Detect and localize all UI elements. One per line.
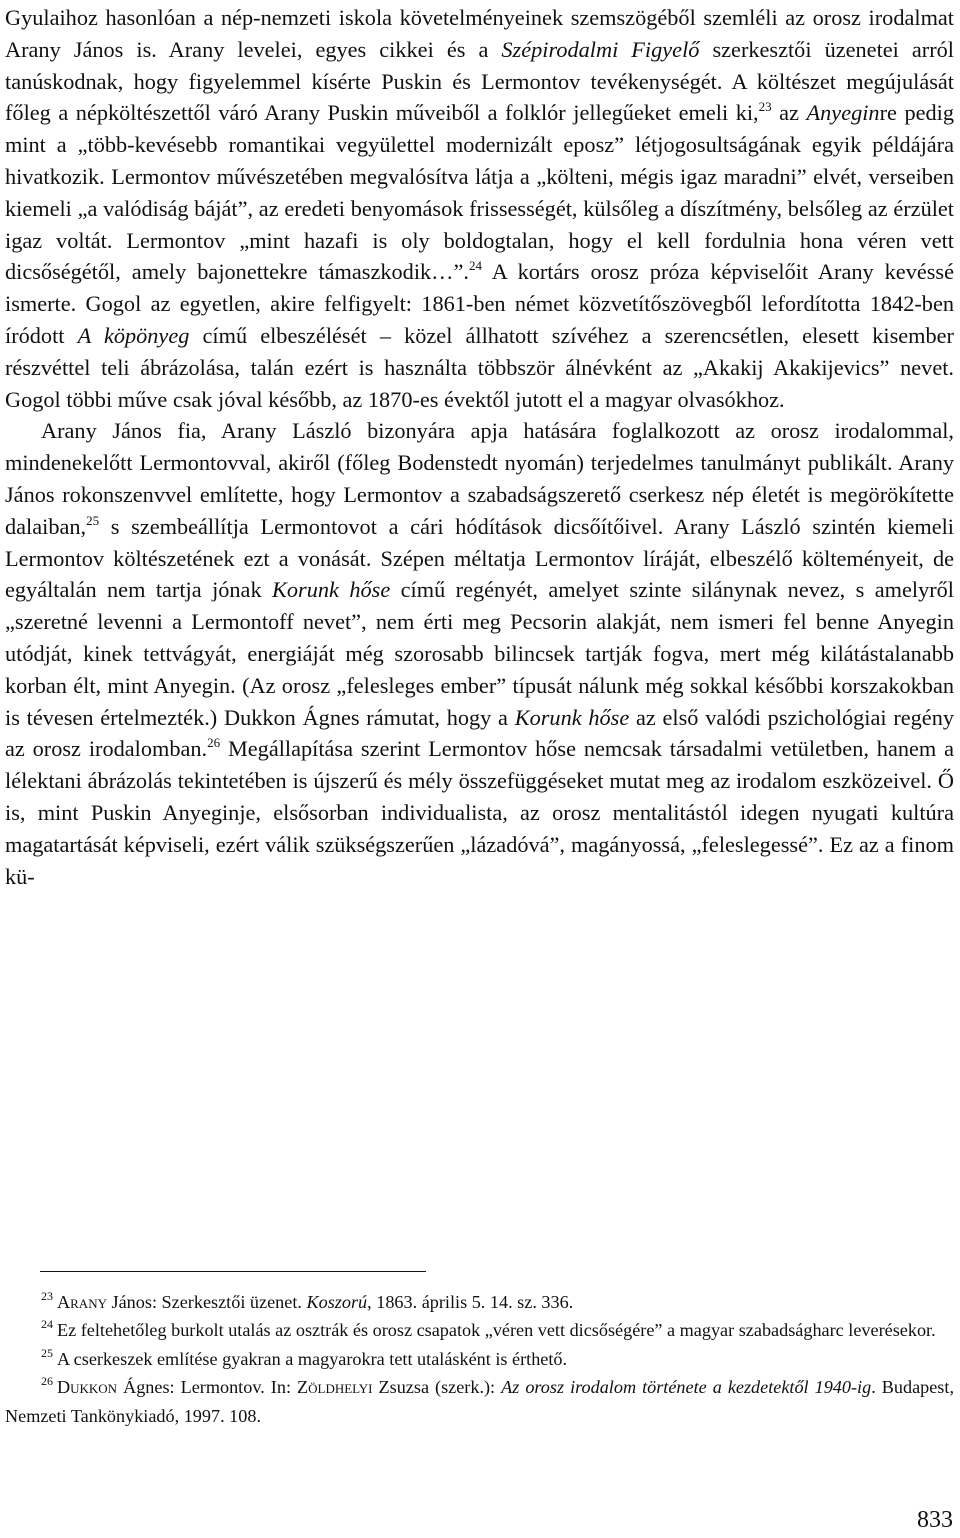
text-run: re pedig mint a „több-kevésebb romantikai vegyülettel modernizált eposz” létjogosultságának egyik példájára hivatkozik. Lermontov művészetében megvalósítva látja a „költeni, mégis igaz maradni” elvét, verseiben kiemeli „a valódiság báját”, az eredeti benyomások frissességét, külsőleg a díszítmény, belsőleg az érzület igaz voltát. Lermontov „mint hazafi is oly boldogtalan, hogy el kell fordulnia hona véren vett dicsőségétől, amely bajonettekre támaszkodik…”. bbox=[5, 100, 955, 285]
text-run: az első valódi pszichológiai regény az orosz irodalomban. bbox=[5, 704, 954, 762]
text-run: Gyulaihoz hasonlóan a nép-nemzeti iskola követelményeinek szemszögéből szemléli az orosz irodalmat Arany János is. Arany levelei, egyes cikkei és a bbox=[5, 5, 954, 62]
footnote-number: 24 bbox=[41, 1317, 53, 1332]
body-text bbox=[5, 2, 954, 892]
text-run: az bbox=[771, 100, 807, 126]
footnote-text: , 1863. április 5. 14. sz. 336. bbox=[367, 1292, 574, 1312]
book-title: Az orosz irodalom története a kezdetektől 1940-ig bbox=[501, 1377, 872, 1398]
footnote-number: 25 bbox=[41, 1345, 53, 1360]
footnote-text: János: Szerkesztői üzenet. bbox=[106, 1292, 307, 1312]
footnote-ref-23[interactable]: 23 bbox=[758, 99, 772, 115]
work-title: Anyegin bbox=[806, 100, 880, 126]
text-run: című elbeszélését – közel állhatott szívéhez a szerencsétlen, elesett kisember részvéttel teli ábrázolása, talán ezért is használta többször álnévként az „Akakij Akakijevics” nevet. Gogol többi műve csak jóval később, az 1870-es évektől jutott el a magyar olvasókhoz. bbox=[5, 322, 954, 412]
author-name: Dukkon bbox=[57, 1377, 118, 1398]
page-number: 833 bbox=[917, 1507, 953, 1533]
text-run: című regényét, amelyet szinte silánynak nevez, s amelyről „szeretné levenni a Lermontoff nevet”, nem érti meg Pecsorin alakját, nem ismeri fel benne Anyegin utódját, kinek tettvágyát, energiáját még szorosabb bilincsek tartják fogva, mert még kilátástalanabb korban élt, mint Anyegin. (Az orosz „felesleges ember” típusát nálunk még sokkal későbbi korszakokban is tévesen értelmezték.) Dukkon Ágnes rámutat, hogy a bbox=[5, 577, 955, 730]
work-title: A köpönyeg bbox=[77, 322, 190, 348]
footnote-text: . Budapest, Nemzeti Tankönykiadó, 1997. 108. bbox=[5, 1377, 954, 1426]
footnote-separator bbox=[40, 1271, 426, 1272]
footnote-23 bbox=[5, 1288, 954, 1316]
footnote-26 bbox=[5, 1373, 954, 1430]
footnote-25 bbox=[5, 1345, 954, 1373]
journal-title: Koszorú bbox=[306, 1292, 368, 1312]
text-run: szerkesztői üzenetei arról tanúskodnak, hogy figyelemmel kísérte Puskin és Lermontov tevékenységét. A költészet megújulását főleg a népköltészettől váró Arany Puskin műveiből a folklór jellegűeket emeli ki, bbox=[5, 36, 954, 126]
paragraph-2 bbox=[5, 415, 954, 892]
footnote-ref-25[interactable]: 25 bbox=[86, 512, 100, 528]
journal-title: Szépirodalmi Figyelő bbox=[501, 36, 700, 62]
footnote-text: Ágnes: Lermontov. In: bbox=[117, 1377, 297, 1398]
footnote-number: 26 bbox=[41, 1374, 53, 1389]
text-run: Megállapítása szerint Lermontov hőse nemcsak társadalmi vetületben, hanem a lélektani ábrázolás tekintetében is újszerű és mély összefüggéseket mutat meg az irodalom eszközeivel. Ő is, mint Puskin Anyeginje, elsősorban individualista, az orosz mentalitástól idegen nyugati kultúra magatartását képviseli, ezért válik szükségszerűen „lázadóvá”, magányossá, „feleslegessé”. Ez az a finom kü- bbox=[5, 736, 954, 889]
editor-name: Zöldhelyi bbox=[297, 1377, 373, 1398]
text-run: s szembeállítja Lermontovot a cári hódítások dicsőítőivel. Arany László szintén kiemeli Lermontov költészetének ezt a vonását. Szépen méltatja Lermontov líráját, elbeszélő költeményeit, de egyáltalán nem tartja jónak bbox=[5, 513, 954, 603]
footnote-text: A cserkeszek említése gyakran a magyarokra tett utalásként is érthető. bbox=[57, 1348, 568, 1369]
work-title: Korunk hőse bbox=[514, 704, 630, 730]
footnote-24 bbox=[5, 1316, 954, 1344]
text-run: A kortárs orosz próza képviselőit Arany kevéssé ismerte. Gogol az egyetlen, akire felfigyelt: 1861-ben német közvetítőszövegből lefordította 1842-ben íródott bbox=[5, 259, 954, 348]
footnote-text: Zsuzsa (szerk.): bbox=[372, 1377, 502, 1398]
footnote-ref-26[interactable]: 26 bbox=[207, 735, 221, 751]
footnote-text: Ez feltehetőleg burkolt utalás az osztrák és orosz csapatok „véren vett dicsőségére” a magyar szabadságharc leverésekor. bbox=[57, 1320, 936, 1341]
footnote-ref-24[interactable]: 24 bbox=[468, 258, 482, 274]
paragraph-1 bbox=[5, 2, 954, 415]
author-name: Arany bbox=[57, 1292, 107, 1312]
footnote-number: 23 bbox=[41, 1289, 53, 1303]
work-title: Korunk hőse bbox=[272, 577, 391, 603]
text-run: Arany János fia, Arany László bizonyára apja hatására foglalkozott az orosz irodalommal, mindenekelőtt Lermontovval, akiről (főleg Bodenstedt nyomán) terjedelmes tanulmányt publikált. Arany János rokonszenvvel említette, hogy Lermontov a szabadságszerető cserkesz nép életét is megörökítette dalaiban, bbox=[5, 418, 954, 539]
footnotes bbox=[5, 1288, 954, 1430]
